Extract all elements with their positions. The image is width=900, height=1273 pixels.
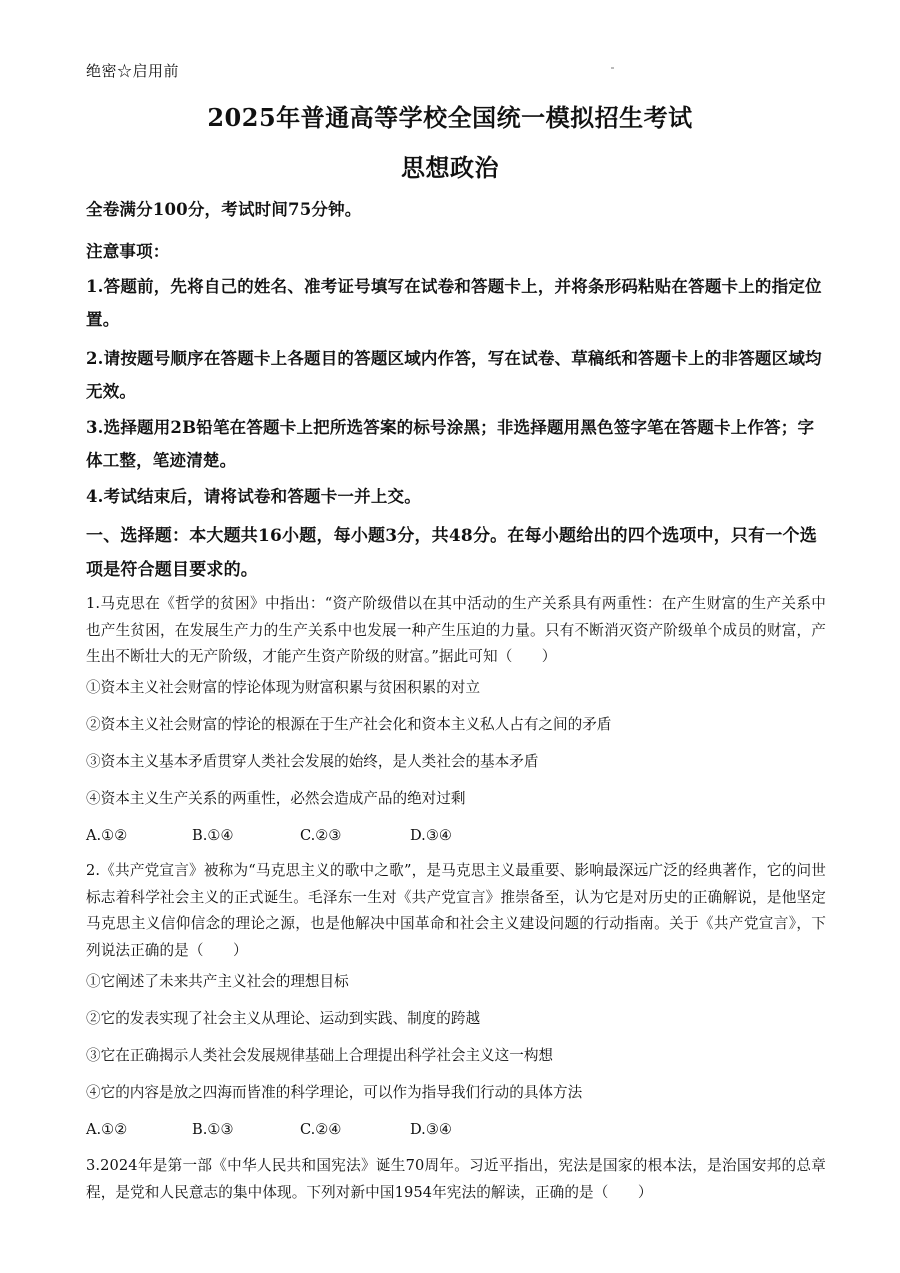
question-2-choice-d: D.③④ [410, 1121, 452, 1138]
exam-title: 2025年普通高等学校全国统一模拟招生考试 [207, 103, 693, 132]
question-1-choice-d: D.③④ [410, 827, 452, 844]
instruction-item-1: 1.答题前，先将自己的姓名、准考证号填写在试卷和答题卡上，并将条形码粘贴在答题卡上的指定位置。 [86, 277, 822, 329]
question-1-choice-c: C.②③ [300, 827, 342, 844]
section-heading: 一、选择题：本大题共16小题，每小题3分，共48分。在每小题给出的四个选项中，只有一个选项是符合题目要求的。 [86, 526, 817, 580]
instruction-item-3: 3.选择题用2B铅笔在答题卡上把所选答案的标号涂黑；非选择题用黑色签字笔在答题卡上作答；字体工整，笔迹清楚。 [86, 418, 815, 470]
question-2-choice-c: C.②④ [300, 1121, 342, 1138]
instruction-item-4: 4.考试结束后，请将试卷和答题卡一并上交。 [86, 487, 421, 506]
question-2-option-1: ①它阐述了未来共产主义社会的理想目标 [86, 973, 349, 990]
instructions-heading: 注意事项： [86, 242, 170, 261]
score-time-note: 全卷满分100分，考试时间75分钟。 [86, 200, 362, 219]
question-2-choice-b: B.①③ [192, 1121, 234, 1138]
question-1-option-1: ①资本主义社会财富的悖论体现为财富积累与贫困积累的对立 [86, 679, 481, 696]
question-3-stem: 3.2024年是第一部《中华人民共和国宪法》诞生70周年。习近平指出，宪法是国家的根本法，是治国安邦的总章程，是党和人民意志的集中体现。下列对新中国1954年宪法的解读，正确的是（ ） [86, 1157, 826, 1201]
question-1-option-4: ④资本主义生产关系的两重性，必然会造成产品的绝对过剩 [86, 790, 466, 807]
question-1-stem: 1.马克思在《哲学的贫困》中指出：“资产阶级借以在其中活动的生产关系具有两重性：在产生财富的生产关系中也产生贫困，在发展生产力的生产关系中也发展一种产生压迫的力量。只有不断消灭资产阶级单个成员的财富，产生出不断壮大的无产阶级，才能产生资产阶级的财富。”据此可知（ ） [86, 595, 826, 665]
question-1-choice-b: B.①④ [192, 827, 234, 844]
subject-title: 思想政治 [401, 153, 499, 182]
confidential-label: 绝密☆启用前 [86, 62, 180, 80]
question-1-option-3: ③资本主义基本矛盾贯穿人类社会发展的始终，是人类社会的基本矛盾 [86, 753, 539, 770]
question-2-option-3: ③它在正确揭示人类社会发展规律基础上合理提出科学社会主义这一构想 [86, 1047, 554, 1064]
question-2-choice-a: A.①② [86, 1121, 128, 1138]
question-1-choice-a: A.①② [86, 827, 128, 844]
instruction-item-2: 2.请按题号顺序在答题卡上各题目的答题区域内作答，写在试卷、草稿纸和答题卡上的非答题区域均无效。 [86, 349, 822, 401]
question-2-option-4: ④它的内容是放之四海而皆准的科学理论，可以作为指导我们行动的具体方法 [86, 1084, 583, 1101]
question-1-option-2: ②资本主义社会财富的悖论的根源在于生产社会化和资本主义私人占有之间的矛盾 [86, 716, 612, 733]
question-2-option-2: ②它的发表实现了社会主义从理论、运动到实践、制度的跨越 [86, 1010, 481, 1027]
scan-speck [611, 67, 614, 69]
question-2-stem: 2.《共产党宣言》被称为“马克思主义的歌中之歌”，是马克思主义最重要、影响最深远广泛的经典著作，它的问世标志着科学社会主义的正式诞生。毛泽东一生对《共产党宣言》推崇备至，认为它是对历史的正确解说，是他坚定马克思主义信仰信念的理论之源，也是他解决中国革命和社会主义建设问题的行动指南。关于《共产党宣言》，下列说法正确的是（ ） [86, 862, 826, 959]
